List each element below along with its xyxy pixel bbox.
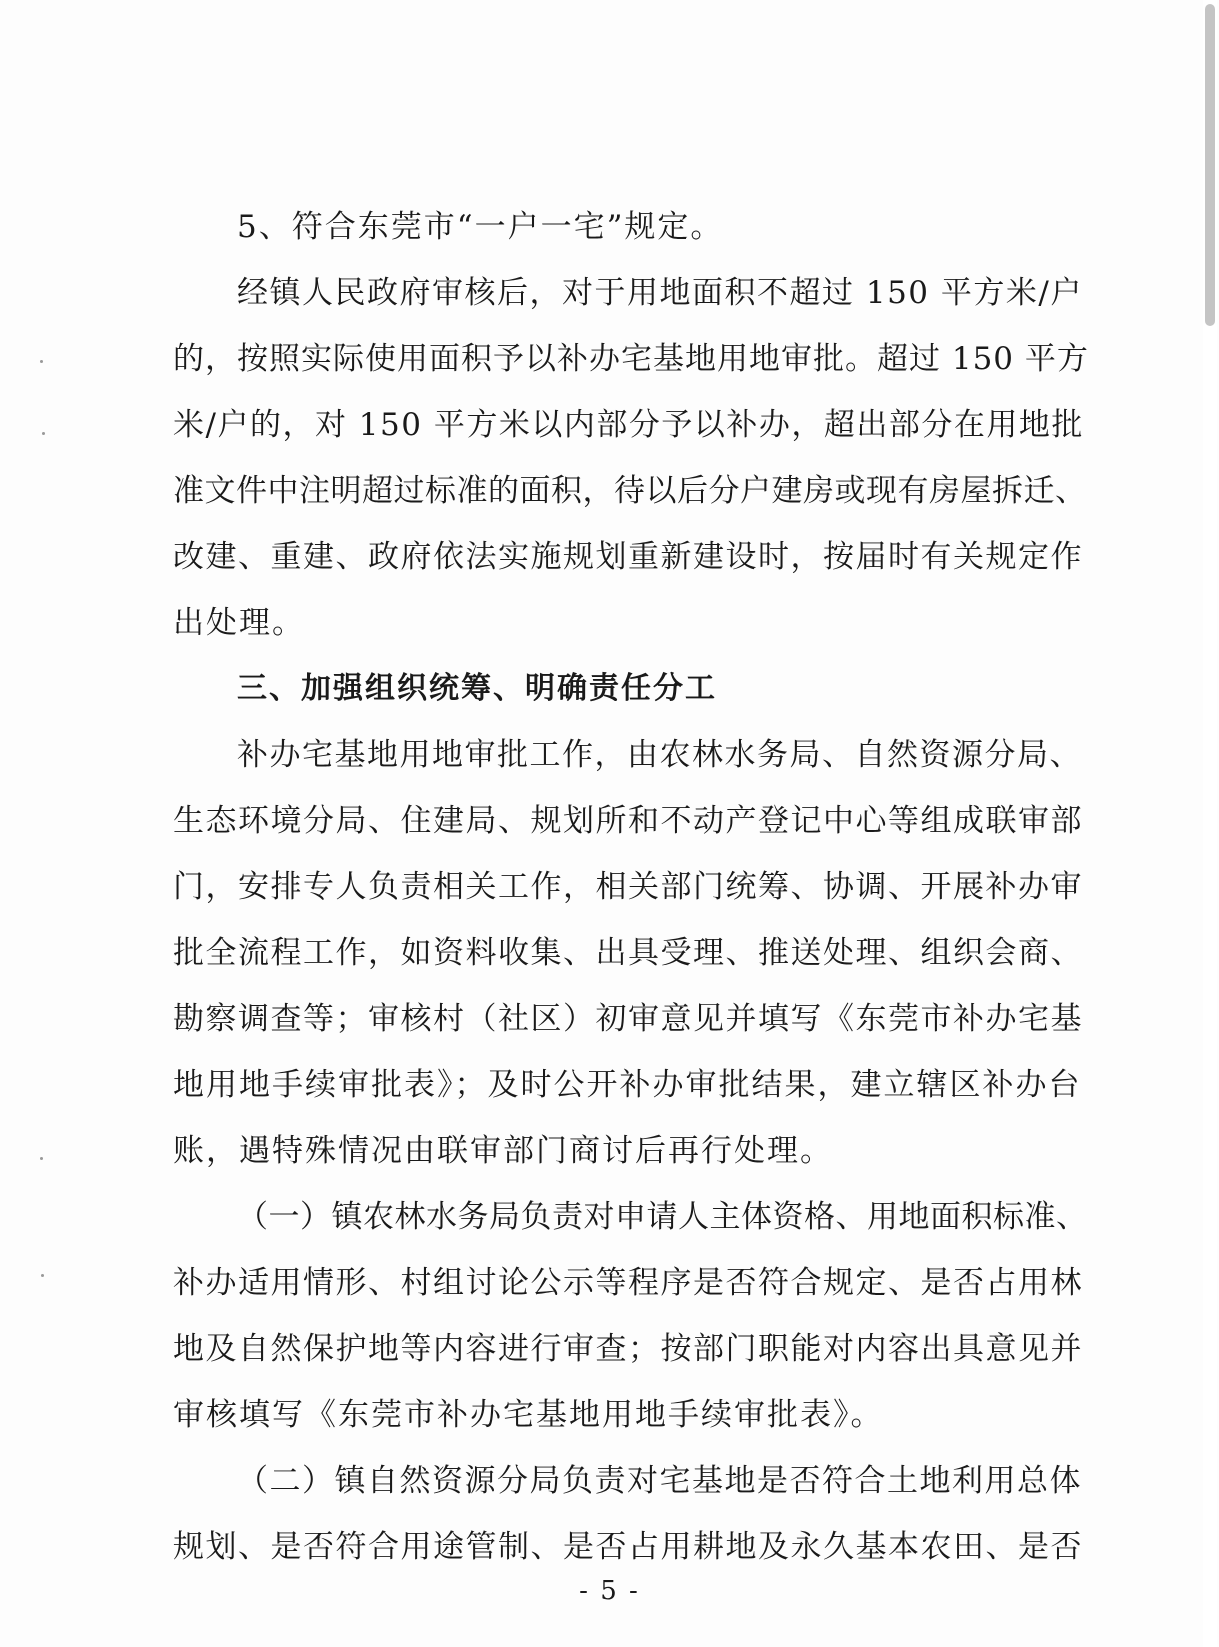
text-line: 账，遇特殊情况由联审部门商讨后再行处理。	[173, 1133, 833, 1169]
vertical-scrollbar[interactable]	[1203, 0, 1217, 1647]
text-line: （一）镇农林水务局负责对申请人主体资格、用地面积标准、	[237, 1199, 1088, 1235]
text-line: 勘察调查等；审核村（社区）初审意见并填写《东莞市补办宅基	[173, 1001, 1083, 1037]
text-line: 出处理。	[173, 605, 305, 641]
text-line: 改建、重建、政府依法实施规划重新建设时，按届时有关规定作	[173, 539, 1083, 575]
text-line: 补办宅基地用地审批工作，由农林水务局、自然资源分局、	[237, 737, 1082, 773]
text-line: （二）镇自然资源分局负责对宅基地是否符合土地利用总体	[237, 1463, 1082, 1499]
text-line: 5、符合东莞市“一户一宅”规定。	[237, 209, 724, 245]
text-line: 经镇人民政府审核后，对于用地面积不超过 150 平方米/户	[237, 275, 1083, 311]
section-heading: 三、加强组织统筹、明确责任分工	[237, 671, 717, 706]
text-line: 地及自然保护地等内容进行审查；按部门职能对内容出具意见并	[173, 1331, 1083, 1367]
text-line: 补办适用情形、村组讨论公示等程序是否符合规定、是否占用林	[173, 1265, 1083, 1301]
document-body	[173, 194, 1093, 1580]
text-line: 门，安排专人负责相关工作，相关部门统筹、协调、开展补办审	[173, 869, 1083, 905]
text-line: 审核填写《东莞市补办宅基地用地手续审批表》。	[173, 1397, 884, 1433]
scan-speck	[42, 432, 45, 435]
scan-speck	[40, 1157, 43, 1160]
scan-speck	[41, 1274, 44, 1277]
scan-speck	[40, 360, 43, 363]
page-number: - 5 -	[579, 1576, 640, 1606]
text-line: 规划、是否符合用途管制、是否占用耕地及永久基本农田、是否	[173, 1529, 1083, 1565]
text-line: 的，按照实际使用面积予以补办宅基地用地审批。超过 150 平方	[173, 341, 1089, 377]
text-line: 批全流程工作，如资料收集、出具受理、推送处理、组织会商、	[173, 935, 1083, 971]
scrollbar-thumb[interactable]	[1205, 4, 1215, 326]
text-line: 米/户的，对 150 平方米以内部分予以补办，超出部分在用地批	[173, 407, 1084, 443]
text-line: 准文件中注明超过标准的面积，待以后分户建房或现有房屋拆迁、	[173, 473, 1087, 509]
text-line: 地用地手续审批表》；及时公开补办审批结果，建立辖区补办台	[173, 1067, 1082, 1103]
text-line: 生态环境分局、住建局、规划所和不动产登记中心等组成联审部	[173, 803, 1083, 839]
